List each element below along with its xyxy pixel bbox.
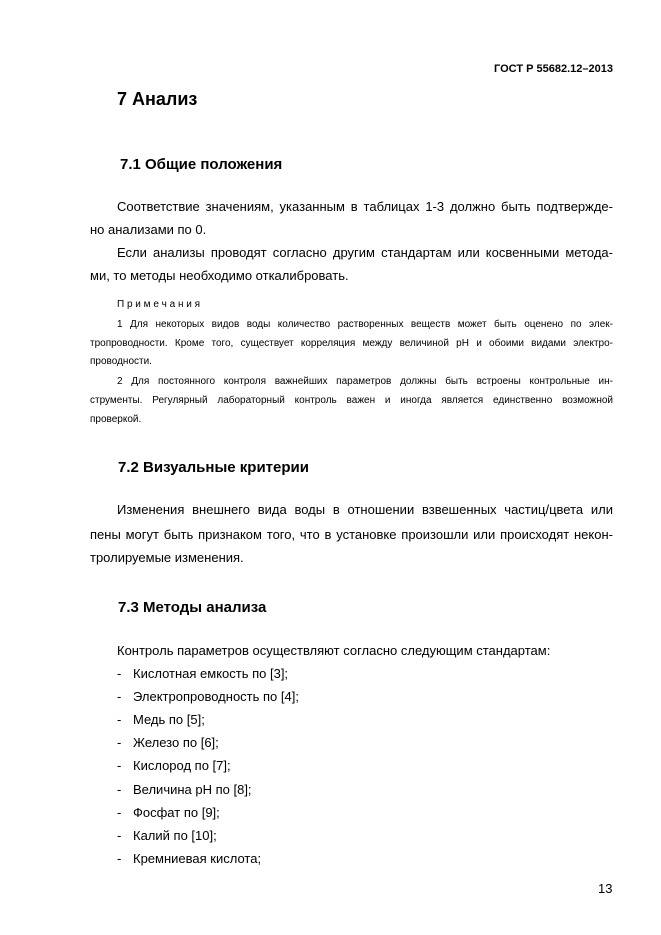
list-dash: - bbox=[117, 758, 122, 774]
list-dash: - bbox=[117, 804, 122, 820]
note-line: 2 Для постоянного контроля важнейших параметров должны быть встроены контрольные ин- bbox=[117, 376, 613, 387]
paragraph-line: Если анализы проводят согласно другим стандартам или косвенными метода- bbox=[117, 245, 613, 260]
paragraph-line: но анализами по 0. bbox=[90, 222, 207, 237]
paragraph-line: пены могут быть признаком того, что в установке произошли или происходят некон- bbox=[90, 527, 613, 542]
list-dash: - bbox=[117, 850, 122, 866]
list-dash: - bbox=[117, 666, 122, 681]
list-item: Кислород по [7]; bbox=[133, 758, 231, 774]
note-line: тропроводности. Кроме того, существует корреляция между величиной pH и обоими видами электро- bbox=[90, 338, 613, 349]
paragraph-line: Изменения внешнего вида воды в отношении взвешенных частиц/цвета или bbox=[117, 502, 613, 517]
notes-title: П р и м е ч а н и я bbox=[117, 299, 201, 310]
document-header: ГОСТ Р 55682.12–2013 bbox=[494, 63, 613, 75]
paragraph-line: тролируемые изменения. bbox=[90, 550, 244, 565]
subsection-7-1-title: 7.1 Общие положения bbox=[120, 156, 283, 173]
list-item: Кислотная емкость по [3]; bbox=[133, 666, 289, 681]
note-line: струменты. Регулярный лабораторный контроль важен и иногда является единственно возможной bbox=[90, 395, 613, 406]
note-line: проводности. bbox=[90, 356, 152, 367]
list-item: Медь по [5]; bbox=[133, 712, 205, 728]
note-line: проверкой. bbox=[90, 414, 142, 425]
note-line: 1 Для некоторых видов воды количество растворенных веществ может быть оценено по элек- bbox=[117, 319, 613, 330]
list-item: Фосфат по [9]; bbox=[133, 804, 220, 820]
list-item: Калий по [10]; bbox=[133, 827, 217, 843]
list-dash: - bbox=[117, 689, 122, 705]
paragraph-line: Соответствие значениям, указанным в таблицах 1-3 должно быть подтвержде- bbox=[117, 199, 613, 214]
list-dash: - bbox=[117, 781, 122, 797]
list-dash: - bbox=[117, 712, 122, 728]
page-number: 13 bbox=[598, 881, 613, 896]
list-dash: - bbox=[117, 735, 122, 751]
paragraph-line: Контроль параметров осуществляют согласно следующим стандартам: bbox=[117, 643, 551, 658]
section-title: 7 Анализ bbox=[117, 89, 198, 109]
subsection-7-2-title: 7.2 Визуальные критерии bbox=[118, 459, 309, 476]
list-dash: - bbox=[117, 827, 122, 843]
subsection-7-3-title: 7.3 Методы анализа bbox=[118, 599, 267, 616]
paragraph-line: ми, то методы необходимо откалибровать. bbox=[90, 268, 349, 283]
list-item: Электропроводность по [4]; bbox=[133, 689, 299, 705]
list-item: Железо по [6]; bbox=[133, 735, 219, 751]
list-item: Величина pH по [8]; bbox=[133, 781, 252, 797]
list-item: Кремниевая кислота; bbox=[133, 850, 262, 866]
